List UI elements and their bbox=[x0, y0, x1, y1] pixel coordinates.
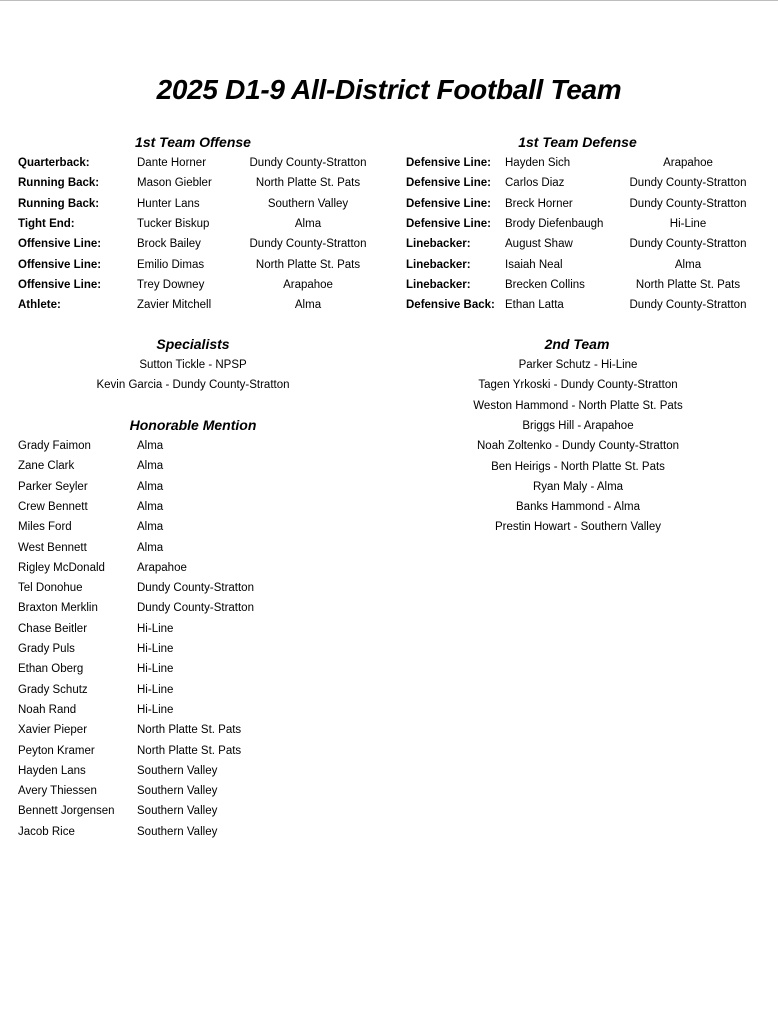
defense-player-name: Hayden Sich bbox=[505, 157, 571, 169]
honorable-mention-name: Peyton Kramer bbox=[18, 744, 95, 757]
offense-player-school: North Platte St. Pats bbox=[255, 177, 361, 190]
offense-player-school: Southern Valley bbox=[267, 197, 349, 210]
honorable-mention-school: Alma bbox=[137, 460, 164, 473]
honorable-mention-school: Dundy County-Stratton bbox=[137, 602, 254, 615]
honorable-mention-school: Alma bbox=[137, 480, 164, 493]
defense-player-school: Dundy County-Stratton bbox=[629, 299, 747, 312]
honorable-mention-school: Southern Valley bbox=[137, 785, 218, 798]
defense-player-name: Ethan Latta bbox=[505, 299, 564, 312]
second-team-heading: 2nd Team bbox=[544, 336, 610, 352]
top-border bbox=[0, 0, 778, 1]
honorable-mention-name: Tel Donohue bbox=[18, 582, 83, 595]
offense-position: Offensive Line: bbox=[18, 238, 102, 251]
defense-position: Defensive Back: bbox=[406, 299, 495, 312]
honorable-mention-name: Ethan Oberg bbox=[18, 663, 84, 676]
second-team-entry: Banks Hammond - Alma bbox=[516, 501, 640, 514]
offense-player-school: Dundy County-Stratton bbox=[249, 157, 367, 169]
honorable-mention-school: Hi-Line bbox=[137, 703, 174, 716]
honorable-mention-name: Zane Clark bbox=[18, 460, 75, 473]
specialists-heading: Specialists bbox=[156, 336, 230, 352]
honorable-mention-school: Hi-Line bbox=[137, 622, 174, 635]
honorable-mention-school: Alma bbox=[137, 500, 164, 513]
honorable-mention-heading: Honorable Mention bbox=[129, 417, 257, 433]
offense-position: Quarterback: bbox=[18, 157, 90, 169]
offense-player-school: Dundy County-Stratton bbox=[249, 238, 367, 251]
honorable-mention-name: Noah Rand bbox=[18, 703, 77, 716]
defense-position: Linebacker: bbox=[406, 278, 471, 291]
defense-player-school: Dundy County-Stratton bbox=[629, 177, 747, 190]
offense-player-name: Dante Horner bbox=[137, 157, 207, 169]
honorable-mention-name: West Bennett bbox=[18, 541, 87, 554]
defense-player-school: Dundy County-Stratton bbox=[629, 238, 747, 251]
offense-player-name: Emilio Dimas bbox=[137, 258, 205, 271]
offense-player-name: Tucker Biskup bbox=[137, 217, 210, 230]
second-team-entry: Prestin Howart - Southern Valley bbox=[495, 521, 661, 534]
offense-player-school: Arapahoe bbox=[283, 278, 333, 291]
defense-position: Defensive Line: bbox=[406, 157, 491, 169]
defense-player-name: August Shaw bbox=[505, 238, 573, 251]
honorable-mention-school: Hi-Line bbox=[137, 683, 174, 696]
honorable-mention-name: Chase Beitler bbox=[18, 622, 88, 635]
offense-position: Running Back: bbox=[18, 177, 100, 190]
honorable-mention-name: Grady Faimon bbox=[18, 440, 91, 452]
offense-position: Offensive Line: bbox=[18, 278, 102, 291]
honorable-mention-school: Southern Valley bbox=[137, 764, 218, 777]
honorable-mention-name: Avery Thiessen bbox=[18, 785, 97, 798]
second-team-entry: Tagen Yrkoski - Dundy County-Stratton bbox=[478, 379, 678, 392]
honorable-mention-school: Arapahoe bbox=[137, 561, 187, 574]
second-team-entry: Ben Heirigs - North Platte St. Pats bbox=[491, 460, 665, 473]
honorable-mention-name: Miles Ford bbox=[18, 521, 72, 534]
offense-player-name: Hunter Lans bbox=[137, 197, 200, 210]
specialist-entry: Sutton Tickle - NPSP bbox=[139, 359, 247, 371]
defense-player-school: Arapahoe bbox=[663, 157, 713, 169]
honorable-mention-school: Dundy County-Stratton bbox=[137, 582, 254, 595]
offense-position: Offensive Line: bbox=[18, 258, 102, 271]
honorable-mention-name: Crew Bennett bbox=[18, 500, 88, 513]
defense-player-school: Dundy County-Stratton bbox=[629, 197, 747, 210]
offense-position: Tight End: bbox=[18, 217, 75, 230]
specialist-entry: Kevin Garcia - Dundy County-Stratton bbox=[96, 379, 290, 392]
defense-position: Defensive Line: bbox=[406, 217, 491, 230]
offense-player-school: Alma bbox=[294, 217, 322, 230]
honorable-mention-name: Braxton Merklin bbox=[18, 602, 98, 615]
defense-position: Linebacker: bbox=[406, 258, 471, 271]
offense-player-name: Brock Bailey bbox=[137, 238, 201, 251]
honorable-mention-school: North Platte St. Pats bbox=[137, 744, 242, 757]
honorable-mention-school: Alma bbox=[137, 521, 164, 534]
second-team-entry: Noah Zoltenko - Dundy County-Stratton bbox=[477, 440, 679, 453]
defense-player-school: North Platte St. Pats bbox=[635, 278, 741, 291]
second-team-entry: Ryan Maly - Alma bbox=[532, 480, 624, 493]
honorable-mention-name: Rigley McDonald bbox=[18, 561, 105, 574]
defense-player-name: Isaiah Neal bbox=[505, 258, 563, 271]
honorable-mention-name: Jacob Rice bbox=[18, 825, 75, 838]
offense-player-name: Trey Downey bbox=[137, 278, 205, 291]
honorable-mention-school: Hi-Line bbox=[137, 643, 174, 655]
defense-player-name: Brody Diefenbaugh bbox=[505, 217, 604, 230]
honorable-mention-name: Grady Schutz bbox=[18, 683, 88, 696]
second-team-entry: Weston Hammond - North Platte St. Pats bbox=[473, 399, 683, 412]
honorable-mention-school: Alma bbox=[137, 440, 164, 452]
defense-player-school: Alma bbox=[674, 258, 702, 271]
honorable-mention-school: Alma bbox=[137, 541, 164, 554]
defense-player-name: Carlos Diaz bbox=[505, 177, 565, 190]
honorable-mention-name: Bennett Jorgensen bbox=[18, 805, 115, 818]
honorable-mention-name: Grady Puls bbox=[18, 643, 75, 655]
offense-player-name: Zavier Mitchell bbox=[137, 299, 212, 312]
defense-heading: 1st Team Defense bbox=[518, 134, 637, 150]
defense-player-school: Hi-Line bbox=[669, 217, 707, 230]
honorable-mention-school: Southern Valley bbox=[137, 805, 218, 818]
page-title: 2025 D1-9 All-District Football Team bbox=[156, 74, 622, 105]
honorable-mention-name: Hayden Lans bbox=[18, 764, 86, 777]
defense-position: Defensive Line: bbox=[406, 177, 491, 190]
honorable-mention-school: North Platte St. Pats bbox=[137, 724, 242, 737]
second-team-entry: Briggs Hill - Arapahoe bbox=[522, 419, 634, 432]
offense-player-name: Mason Giebler bbox=[137, 177, 212, 190]
offense-position: Athlete: bbox=[18, 299, 61, 312]
defense-player-name: Brecken Collins bbox=[505, 278, 585, 291]
honorable-mention-name: Parker Seyler bbox=[18, 480, 88, 493]
honorable-mention-name: Xavier Pieper bbox=[18, 724, 88, 737]
offense-position: Running Back: bbox=[18, 197, 100, 210]
offense-heading: 1st Team Offense bbox=[135, 134, 251, 150]
offense-player-school: North Platte St. Pats bbox=[255, 258, 361, 271]
defense-position: Defensive Line: bbox=[406, 197, 491, 210]
defense-position: Linebacker: bbox=[406, 238, 471, 251]
honorable-mention-school: Southern Valley bbox=[137, 825, 218, 838]
defense-player-name: Breck Horner bbox=[505, 197, 573, 210]
second-team-entry: Parker Schutz - Hi-Line bbox=[518, 359, 638, 371]
honorable-mention-school: Hi-Line bbox=[137, 663, 174, 676]
offense-player-school: Alma bbox=[294, 299, 322, 312]
